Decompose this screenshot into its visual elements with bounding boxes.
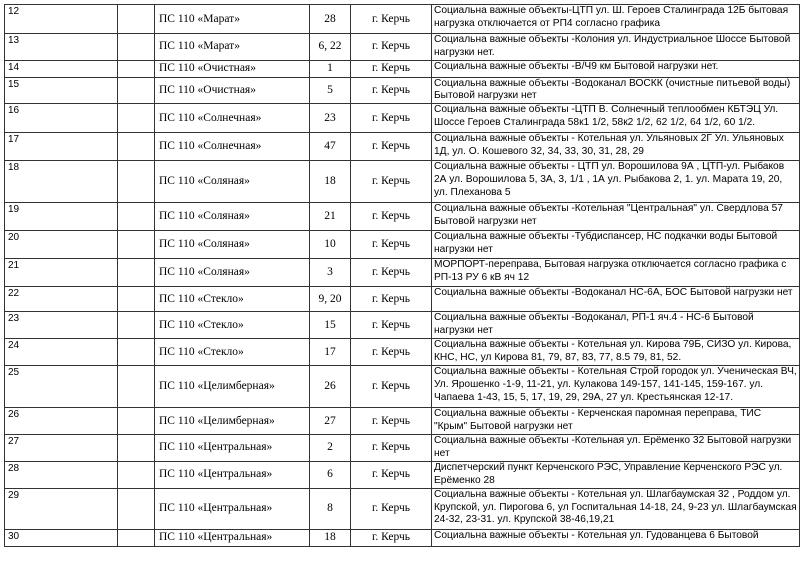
- feeder-cell: 23: [310, 104, 351, 133]
- table-row: [5, 203, 800, 231]
- row-number: 21: [5, 259, 118, 287]
- empty-cell: [118, 133, 155, 161]
- description-cell: Социальна важные объекты-ЦТП ул. Ш. Героев Сталинграда 12Б бытовая нагрузка отключается от РП4 согласно графика: [432, 5, 800, 34]
- city-cell: г. Керчь: [351, 339, 432, 366]
- substation-cell: ПС 110 «Солнечная»: [155, 133, 310, 161]
- table-row: [5, 104, 800, 133]
- city-cell: г. Керчь: [351, 287, 432, 312]
- feeder-cell: 26: [310, 366, 351, 408]
- description-cell: Социальна важные объекты - Керченская паромная переправа, ТИС "Крым" Бытовой нагрузки нет: [432, 408, 800, 435]
- substation-cell: ПС 110 «Очистная»: [155, 60, 310, 77]
- table-row: [5, 339, 800, 366]
- description-cell: Социальна важные объекты - Котельная ул. Кирова 79Б, СИЗО ул. Кирова, КНС, НС, ул Кирова 81, 79, 87, 83, 77, 8.5 79, 81, 52.: [432, 339, 800, 366]
- row-number: 16: [5, 104, 118, 133]
- empty-cell: [118, 5, 155, 34]
- feeder-cell: 27: [310, 408, 351, 435]
- row-number: 30: [5, 529, 118, 546]
- row-number: 28: [5, 461, 118, 488]
- row-number: 29: [5, 488, 118, 529]
- substation-cell: ПС 110 «Соляная»: [155, 231, 310, 259]
- city-cell: г. Керчь: [351, 77, 432, 104]
- table-row: [5, 231, 800, 259]
- substation-cell: ПС 110 «Соляная»: [155, 259, 310, 287]
- table-row: [5, 161, 800, 203]
- empty-cell: [118, 339, 155, 366]
- description-cell: Социальна важные объекты -Водоканал, РП-1 яч.4 - НС-6 Бытовой нагрузки нет: [432, 312, 800, 339]
- table-row: [5, 287, 800, 312]
- description-cell: Социальна важные объекты -Колония ул. Индустриальное Шоссе Бытовой нагрузки нет.: [432, 34, 800, 61]
- table-row: [5, 259, 800, 287]
- substation-cell: ПС 110 «Стекло»: [155, 312, 310, 339]
- substation-cell: ПС 110 «Марат»: [155, 5, 310, 34]
- table-row: [5, 60, 800, 77]
- table-row: [5, 461, 800, 488]
- feeder-cell: 15: [310, 312, 351, 339]
- table-row: [5, 408, 800, 435]
- city-cell: г. Керчь: [351, 408, 432, 435]
- city-cell: г. Керчь: [351, 461, 432, 488]
- row-number: 12: [5, 5, 118, 34]
- feeder-cell: 8: [310, 488, 351, 529]
- city-cell: г. Керчь: [351, 366, 432, 408]
- table-row: [5, 77, 800, 104]
- empty-cell: [118, 34, 155, 61]
- description-cell: Социальна важные объекты -В/Ч9 км Бытовой нагрузки нет.: [432, 60, 800, 77]
- table-row: [5, 529, 800, 546]
- feeder-cell: 6: [310, 461, 351, 488]
- city-cell: г. Керчь: [351, 488, 432, 529]
- feeder-cell: 21: [310, 203, 351, 231]
- row-number: 18: [5, 161, 118, 203]
- substation-cell: ПС 110 «Центральная»: [155, 435, 310, 462]
- feeder-cell: 17: [310, 339, 351, 366]
- feeder-cell: 3: [310, 259, 351, 287]
- row-number: 20: [5, 231, 118, 259]
- row-number: 14: [5, 60, 118, 77]
- row-number: 13: [5, 34, 118, 61]
- city-cell: г. Керчь: [351, 34, 432, 61]
- empty-cell: [118, 231, 155, 259]
- row-number: 23: [5, 312, 118, 339]
- empty-cell: [118, 435, 155, 462]
- row-number: 25: [5, 366, 118, 408]
- substation-cell: ПС 110 «Марат»: [155, 34, 310, 61]
- substation-cell: ПС 110 «Стекло»: [155, 339, 310, 366]
- description-cell: Социальна важные объекты -Тубдиспансер, НС подкачки воды Бытовой нагрузки нет: [432, 231, 800, 259]
- outage-table: [4, 4, 800, 547]
- table-row: [5, 5, 800, 34]
- city-cell: г. Керчь: [351, 231, 432, 259]
- description-cell: Социальна важные объекты -Котельная "Центральная" ул. Свердлова 57 Бытовой нагрузки нет: [432, 203, 800, 231]
- feeder-cell: 1: [310, 60, 351, 77]
- substation-cell: ПС 110 «Соляная»: [155, 161, 310, 203]
- empty-cell: [118, 366, 155, 408]
- substation-cell: ПС 110 «Целимберная»: [155, 366, 310, 408]
- table-row: [5, 366, 800, 408]
- empty-cell: [118, 104, 155, 133]
- feeder-cell: 5: [310, 77, 351, 104]
- feeder-cell: 47: [310, 133, 351, 161]
- empty-cell: [118, 312, 155, 339]
- description-cell: Социальна важные объекты - Котельная ул. Гудованцева 6 Бытовой: [432, 529, 800, 546]
- description-cell: Социальна важные объекты -Водоканал НС-6А, БОС Бытовой нагрузки нет: [432, 287, 800, 312]
- description-cell: Социальна важные объекты - Котельная Строй городок ул. Ученическая ВЧ, Ул. Ярошенко -1-9, 11-21, ул. Кулакова 149-157, 141-145, 159-167. ул. Чапаева 1-43, 15, 5, 17, 19, 29, 29А, 27 ул. Крестьянская 12-17.: [432, 366, 800, 408]
- empty-cell: [118, 488, 155, 529]
- description-cell: Социальна важные объекты - ЦТП ул. Ворошилова 9А , ЦТП-ул. Рыбаков 2А ул. Ворошилова 5, 3А, 3, 1/1 , 1А ул. Рыбакова 2, 1. ул. Марата 19, 20, ул. Плеханова 5: [432, 161, 800, 203]
- description-cell: Социальна важные объекты -Водоканал ВОСКК (очистные питьевой воды) Бытовой нагрузки нет: [432, 77, 800, 104]
- empty-cell: [118, 60, 155, 77]
- city-cell: г. Керчь: [351, 5, 432, 34]
- feeder-cell: 2: [310, 435, 351, 462]
- substation-cell: ПС 110 «Очистная»: [155, 77, 310, 104]
- city-cell: г. Керчь: [351, 161, 432, 203]
- empty-cell: [118, 461, 155, 488]
- city-cell: г. Керчь: [351, 312, 432, 339]
- table-row: [5, 133, 800, 161]
- substation-cell: ПС 110 «Центральная»: [155, 529, 310, 546]
- table-row: [5, 488, 800, 529]
- city-cell: г. Керчь: [351, 435, 432, 462]
- city-cell: г. Керчь: [351, 203, 432, 231]
- table-body: [5, 5, 800, 547]
- city-cell: г. Керчь: [351, 104, 432, 133]
- substation-cell: ПС 110 «Стекло»: [155, 287, 310, 312]
- description-cell: Социальна важные объекты - Котельная ул. Ульяновых 2Г Ул. Ульяновых 1Д, ул. О. Кошевого 32, 34, 33, 30, 31, 28, 29: [432, 133, 800, 161]
- substation-cell: ПС 110 «Целимберная»: [155, 408, 310, 435]
- city-cell: г. Керчь: [351, 133, 432, 161]
- empty-cell: [118, 259, 155, 287]
- empty-cell: [118, 529, 155, 546]
- row-number: 24: [5, 339, 118, 366]
- table-row: [5, 312, 800, 339]
- feeder-cell: 10: [310, 231, 351, 259]
- row-number: 27: [5, 435, 118, 462]
- table-row: [5, 435, 800, 462]
- feeder-cell: 28: [310, 5, 351, 34]
- description-cell: Социальна важные объекты -ЦТП В. Солнечный теплообмен КБТЭЦ Ул. Шоссе Героев Сталинграда 58к1 1/2, 58к2 1/2, 62 1/2, 64 1/2, 60 1/2.: [432, 104, 800, 133]
- row-number: 22: [5, 287, 118, 312]
- feeder-cell: 6, 22: [310, 34, 351, 61]
- row-number: 17: [5, 133, 118, 161]
- description-cell: МОРПОРТ-переправа, Бытовая нагрузка отключается согласно графика с РП-13 РУ 6 кВ яч 12: [432, 259, 800, 287]
- description-cell: Социальна важные объекты - Котельная ул. Шлагбаумская 32 , Роддом ул. Крупской, ул. Пирогова 6, ул Госпитальная 14-18, 24, 9-23 ул. Шлагбаумская 24-32, 23-31. ул. Крупской 38-46,19,21: [432, 488, 800, 529]
- empty-cell: [118, 408, 155, 435]
- row-number: 19: [5, 203, 118, 231]
- table-row: [5, 34, 800, 61]
- empty-cell: [118, 77, 155, 104]
- substation-cell: ПС 110 «Соляная»: [155, 203, 310, 231]
- substation-cell: ПС 110 «Центральная»: [155, 488, 310, 529]
- feeder-cell: 18: [310, 161, 351, 203]
- empty-cell: [118, 287, 155, 312]
- city-cell: г. Керчь: [351, 529, 432, 546]
- description-cell: Социальна важные объекты -Котельная ул. Ерёменко 32 Бытовой нагрузки нет: [432, 435, 800, 462]
- city-cell: г. Керчь: [351, 259, 432, 287]
- empty-cell: [118, 203, 155, 231]
- row-number: 26: [5, 408, 118, 435]
- feeder-cell: 18: [310, 529, 351, 546]
- description-cell: Диспетчерский пункт Керченского РЭС, Управление Керченского РЭС ул. Ерёменко 28: [432, 461, 800, 488]
- substation-cell: ПС 110 «Центральная»: [155, 461, 310, 488]
- row-number: 15: [5, 77, 118, 104]
- city-cell: г. Керчь: [351, 60, 432, 77]
- empty-cell: [118, 161, 155, 203]
- substation-cell: ПС 110 «Солнечная»: [155, 104, 310, 133]
- feeder-cell: 9, 20: [310, 287, 351, 312]
